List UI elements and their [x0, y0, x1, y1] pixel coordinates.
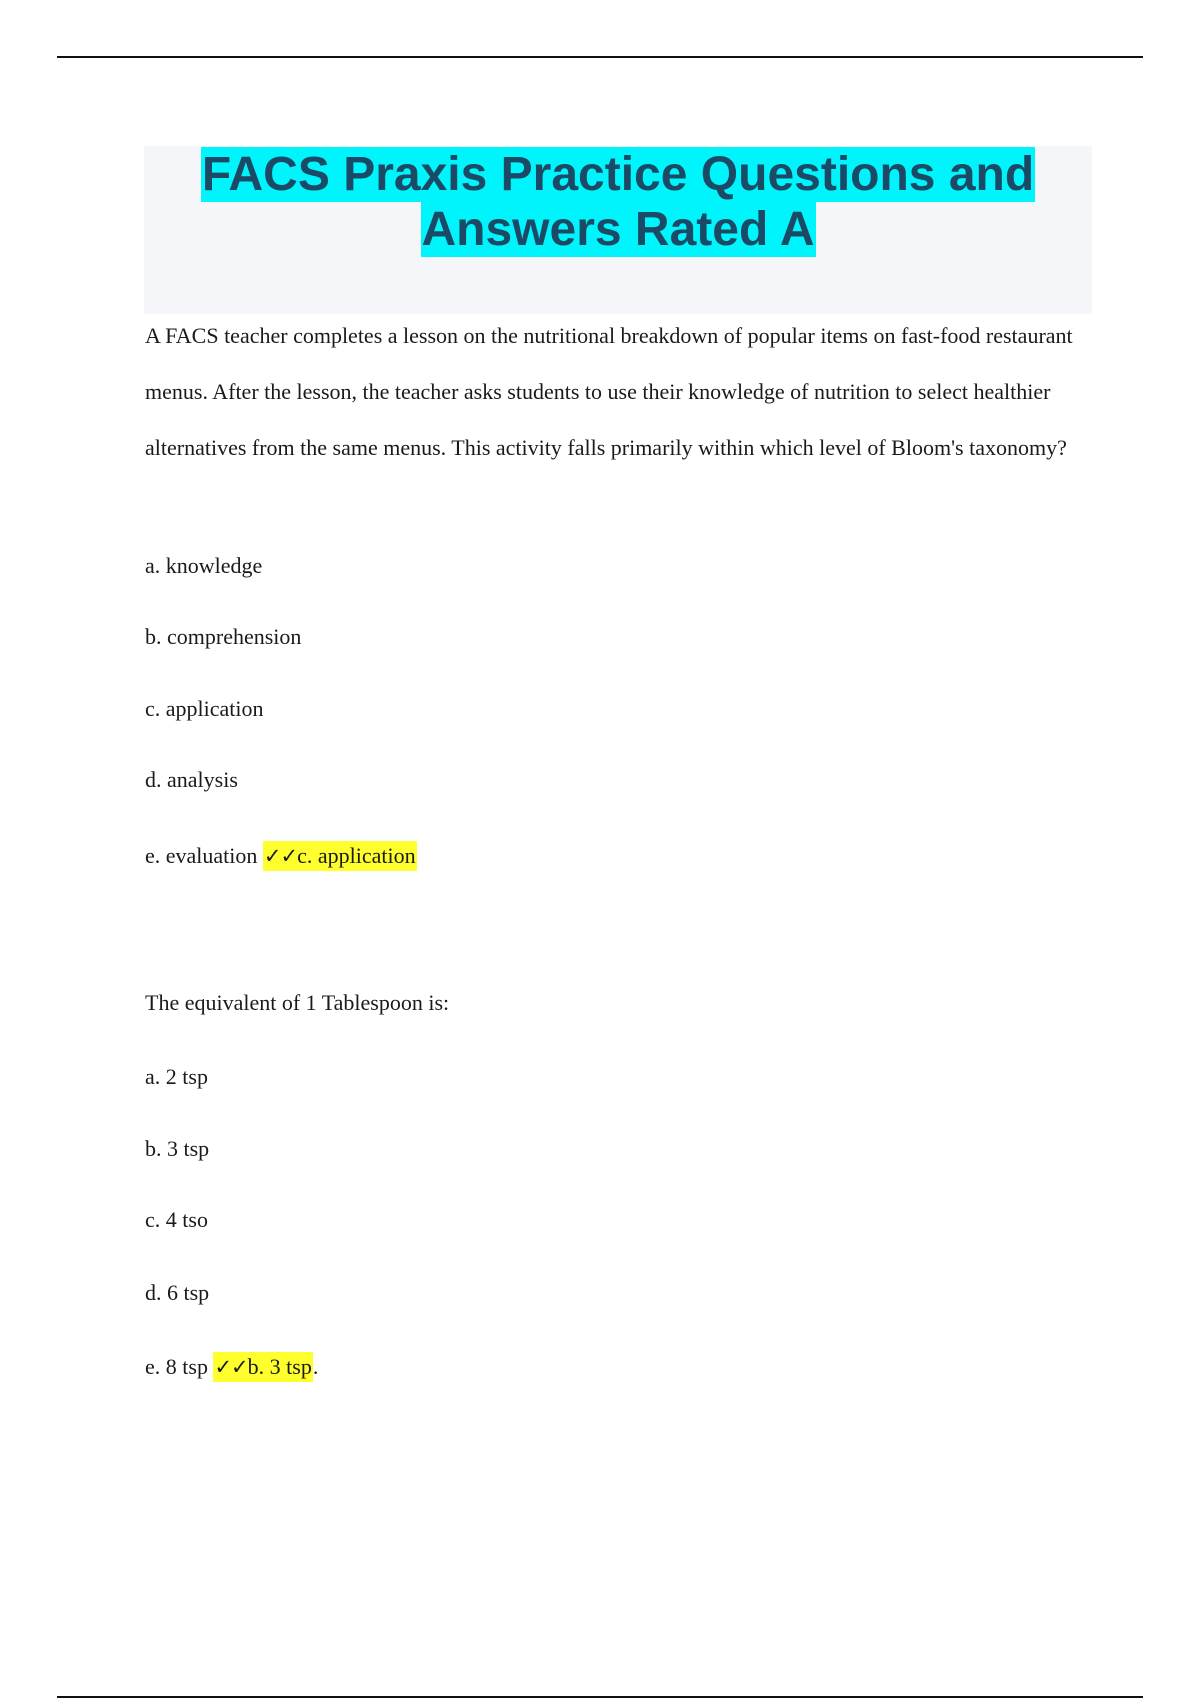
title-line-1: FACS Praxis Practice Questions and [201, 148, 1035, 201]
question-1-answer-highlight [263, 841, 417, 871]
question-2-answer: b. 3 tsp [247, 1354, 312, 1379]
title-banner [144, 146, 1092, 314]
question-2-answer-trailing: . [312, 1354, 319, 1379]
top-rule [57, 56, 1143, 58]
question-1-option-e: e. evaluation [145, 843, 258, 868]
question-2-option-c: c. 4 tso [145, 1207, 208, 1232]
bottom-rule [57, 1696, 1143, 1698]
question-1-stem: A FACS teacher completes a lesson on the nutritional breakdown of popular items on fast-food restaurant menus. After the lesson, the teacher asks students to use their knowledge of nutrition to select healthier alternatives from the same menus. This activity falls primarily within which level of Bloom's taxonomy? [145, 323, 1073, 460]
question-2-option-e-row [145, 1352, 318, 1382]
title-line-2: Answers Rated A [421, 203, 815, 256]
question-2-option-b: b. 3 tsp [145, 1136, 210, 1161]
question-2-option-d: d. 6 tsp [145, 1280, 210, 1305]
question-1-option-a: a. knowledge [145, 553, 263, 578]
question-2-answer-highlight [213, 1352, 312, 1382]
question-1-option-d: d. analysis [145, 767, 238, 792]
double-check-icon: ✓✓ [214, 1355, 248, 1379]
question-2-option-a: a. 2 tsp [145, 1064, 208, 1089]
question-2-option-e: e. 8 tsp [145, 1354, 208, 1379]
question-1-option-b: b. comprehension [145, 624, 302, 649]
question-1-option-e-row [145, 841, 417, 871]
question-2-stem: The equivalent of 1 Tablespoon is: [145, 990, 450, 1015]
page-title [144, 146, 1092, 257]
question-1-answer: c. application [297, 843, 416, 868]
question-1-option-c: c. application [145, 696, 264, 721]
double-check-icon: ✓✓ [263, 844, 298, 868]
